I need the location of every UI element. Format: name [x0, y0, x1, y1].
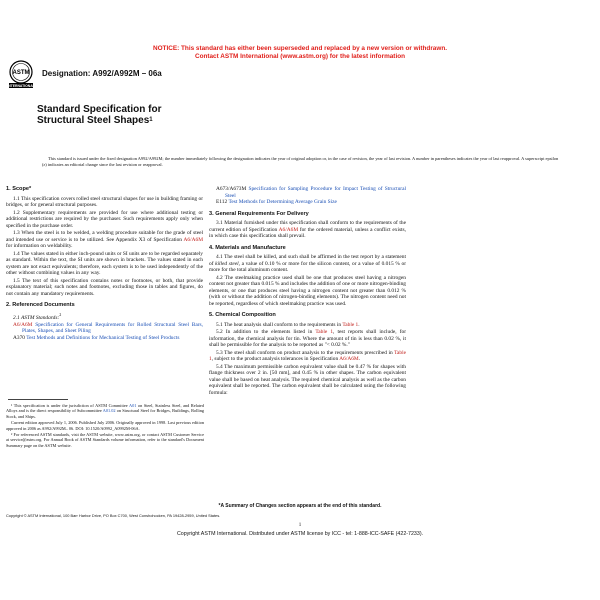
- ref-e112-code: E112: [216, 199, 228, 205]
- withdrawal-notice: [0, 45, 600, 61]
- document-title: [37, 104, 297, 126]
- para-1-3: 1.3 When the steel is to be welded, a welding procedure suitable for the grade of steel and intended use or service is to be utilized. See Appendix X3 of Specification A6/A6M for information on weldability.: [6, 230, 203, 249]
- section-3-heading: 3. General Requirements For Delivery: [209, 210, 309, 217]
- link-a6-a6m[interactable]: A6/A6M: [183, 236, 203, 243]
- ref-a6-code[interactable]: A6/A6M: [13, 321, 33, 328]
- title-line-2: Structural Steel Shapes: [37, 115, 150, 126]
- title-footnote-mark: 1: [149, 117, 153, 123]
- para-5-2: 5.2 In addition to the elements listed in Table 1, test reports shall include, for information, the chemical analysis for tin. Where the amount of tin is less than 0.02 %, it shall be permissible for the analysis to be reported as "< 0.02 %.": [209, 329, 406, 348]
- para-5-1: 5.1 The heat analysis shall conform to the requirements in Table 1.: [216, 321, 360, 328]
- logo-letters: ASTM: [12, 70, 30, 77]
- para-1-5: 1.5 The text of this specification contains notes or footnotes, or both, that provide explanatory material; such notes and footnotes, excluding those in tables and figures, do not contain any mandatory requirements.: [6, 277, 203, 297]
- left-column: [6, 186, 203, 341]
- footnotes: [6, 403, 204, 449]
- para-4-2: 4.2 The steelmaking practice used shall be one that produces steel having a nitrogen content not greater than 0.015 % and includes the addition of one or more nitrogen-binding elements, or one that produces steel having a nitrogen content not greater than 0.012 % (with or without the addition of nitrogen-binding elements). The nitrogen content need not be reported, regardless of which steelmaking practice was used.: [209, 274, 406, 307]
- page-number: 1: [298, 523, 302, 528]
- ref-a6: [6, 322, 203, 335]
- title-line-1: Standard Specification for: [37, 104, 162, 115]
- ref-a370-code: A370: [13, 334, 25, 341]
- para-5-4: 5.4 The maximum permissible carbon equivalent value shall be 0.47 % for shapes with flange thickness over 2 in. [50 mm], and 0.45 % in other shapes. The carbon equivalent value shall be based on heat analysis. The required chemical analysis as well as the carbon equivalent shall be reported. The carbon equivalent shall be calculated using the following formula:: [209, 363, 406, 396]
- para-2-1: 2.1 ASTM Standards:$^2$: [13, 311, 62, 321]
- section-4-heading: 4. Materials and Manufacture: [209, 244, 286, 251]
- section-5-heading: 5. Chemical Composition: [209, 312, 276, 318]
- logo-caption: INTERNATIONAL: [8, 83, 34, 88]
- ref-a673: [209, 186, 406, 199]
- section-1-heading: 1. Scope*: [6, 186, 32, 192]
- ref-e112: [209, 199, 406, 206]
- summary-of-changes-note: *A Summary of Changes section appears at the end of this standard.: [218, 503, 382, 509]
- footnote-divider: [8, 399, 68, 400]
- notice-line-1: NOTICE: This standard has either been superseded and replaced by a new version or withdrawn.: [152, 45, 448, 52]
- designation: Designation: A992/A992M – 06a: [42, 69, 162, 78]
- ref-e112-title[interactable]: Test Methods for Determining Average Grain Size: [228, 199, 337, 205]
- ref-a6-title[interactable]: Specification for General Requirements for Rolled Structural Steel Bars, Plates, Shapes, and Sheet Piling: [22, 321, 203, 335]
- link-a6-a6m-3[interactable]: A6/A6M: [278, 226, 299, 233]
- ref-a673-code: A673/A673M: [216, 186, 247, 192]
- astm-logo-icon: [8, 60, 34, 90]
- para-1-2: 1.2 Supplementary requirements are provided for use where additional testing or additional restrictions are required by the purchaser. Such requirements apply only when specified in the purchase order.: [6, 209, 203, 229]
- license-line: Copyright ASTM International. Distributed under ASTM license by ICC - tel: 1-888-ICC-SAFE (422-7233).: [176, 531, 424, 537]
- para-4-1: 4.1 The steel shall be killed, and such shall be affirmed in the test report by a statement of killed steel, a value of 0.10 % or more for the silicon content, or a value of 0.015 % or more for the total aluminum content.: [209, 254, 406, 273]
- copyright-line: Copyright © ASTM International, 100 Barr Harbor Drive, PO Box C700, West Conshohocken, PA 19428-2959, United States.: [6, 513, 221, 518]
- notice-line-2: Contact ASTM International (www.astm.org) for the latest information: [194, 53, 406, 60]
- link-table-1-c[interactable]: Table 1: [209, 349, 406, 362]
- link-table-1[interactable]: Table 1: [342, 321, 359, 328]
- link-a01-02[interactable]: A01.02: [102, 408, 116, 414]
- footnote-1-edition: Current edition approved July 1, 2006. Published July 2006. Originally approved in 1998. Last previous edition approved in 2006 as A992/A992M– 06. DOI: 10.1520/A0992_A0992M-06A.: [6, 420, 204, 431]
- ref-a370: [6, 335, 203, 342]
- astm-logo: [8, 60, 34, 90]
- ref-a673-title[interactable]: Specification for Sampling Procedure for Impact Testing of Structural Steel: [225, 186, 406, 199]
- footnote-2: ² For referenced ASTM standards, visit the ASTM website, www.astm.org, or contact ASTM Customer Service at service@astm.org. For Annual Book of ASTM Standards volume information, refer to the standard's Document Summary page on the ASTM website.: [6, 432, 204, 448]
- link-table-1-b[interactable]: Table 1: [315, 329, 334, 335]
- para-1-4: 1.4 The values stated in either inch-pound units or SI units are to be regarded separately as standard. Within the text, the SI units are shown in brackets. The values stated in each system are not exact equivalents; therefore, each system is to be used independently of the other without combining values in any way.: [6, 250, 203, 276]
- para-5-3: 5.3 The steel shall conform on product analysis to the requirements prescribed in Table 1, subject to the product analysis tolerances in Specification A6/A6M.: [209, 349, 406, 362]
- preamble: This standard is issued under the fixed designation A992/A992M; the number immediately following the designation indicates the year of original adoption or, in the case of revision, the year of last revision. A number in parentheses indicates the year of last reapproval. A superscript epsilon (ε) indicates an editorial change since the last revision or reapproval.: [42, 156, 559, 167]
- section-2-heading: 2. Referenced Documents: [6, 302, 75, 308]
- link-a01[interactable]: A01: [129, 403, 137, 408]
- link-a6-a6m-5[interactable]: A6/A6M: [339, 356, 359, 362]
- para-1-1: 1.1 This specification covers rolled steel structural shapes for use in building framing or bridges, or for general structural purposes.: [6, 195, 203, 208]
- right-column: [209, 186, 406, 397]
- para-3-1: 3.1 Material furnished under this specification shall conform to the requirements of the current edition of Specification A6/A6M for the ordered material, unless a conflict exists, in which case this specification shall prevail.: [209, 220, 406, 239]
- ref-a370-title[interactable]: Test Methods and Definitions for Mechanical Testing of Steel Products: [26, 334, 180, 341]
- footnote-1: ¹ This specification is under the jurisdiction of ASTM Committee A01 on Steel, Stainless Steel, and Related Alloys and is the direct responsibility of Subcommittee A01.02 on Structural Steel for Bridges, Buildings, Rolling Stock, and Ships.: [6, 403, 205, 419]
